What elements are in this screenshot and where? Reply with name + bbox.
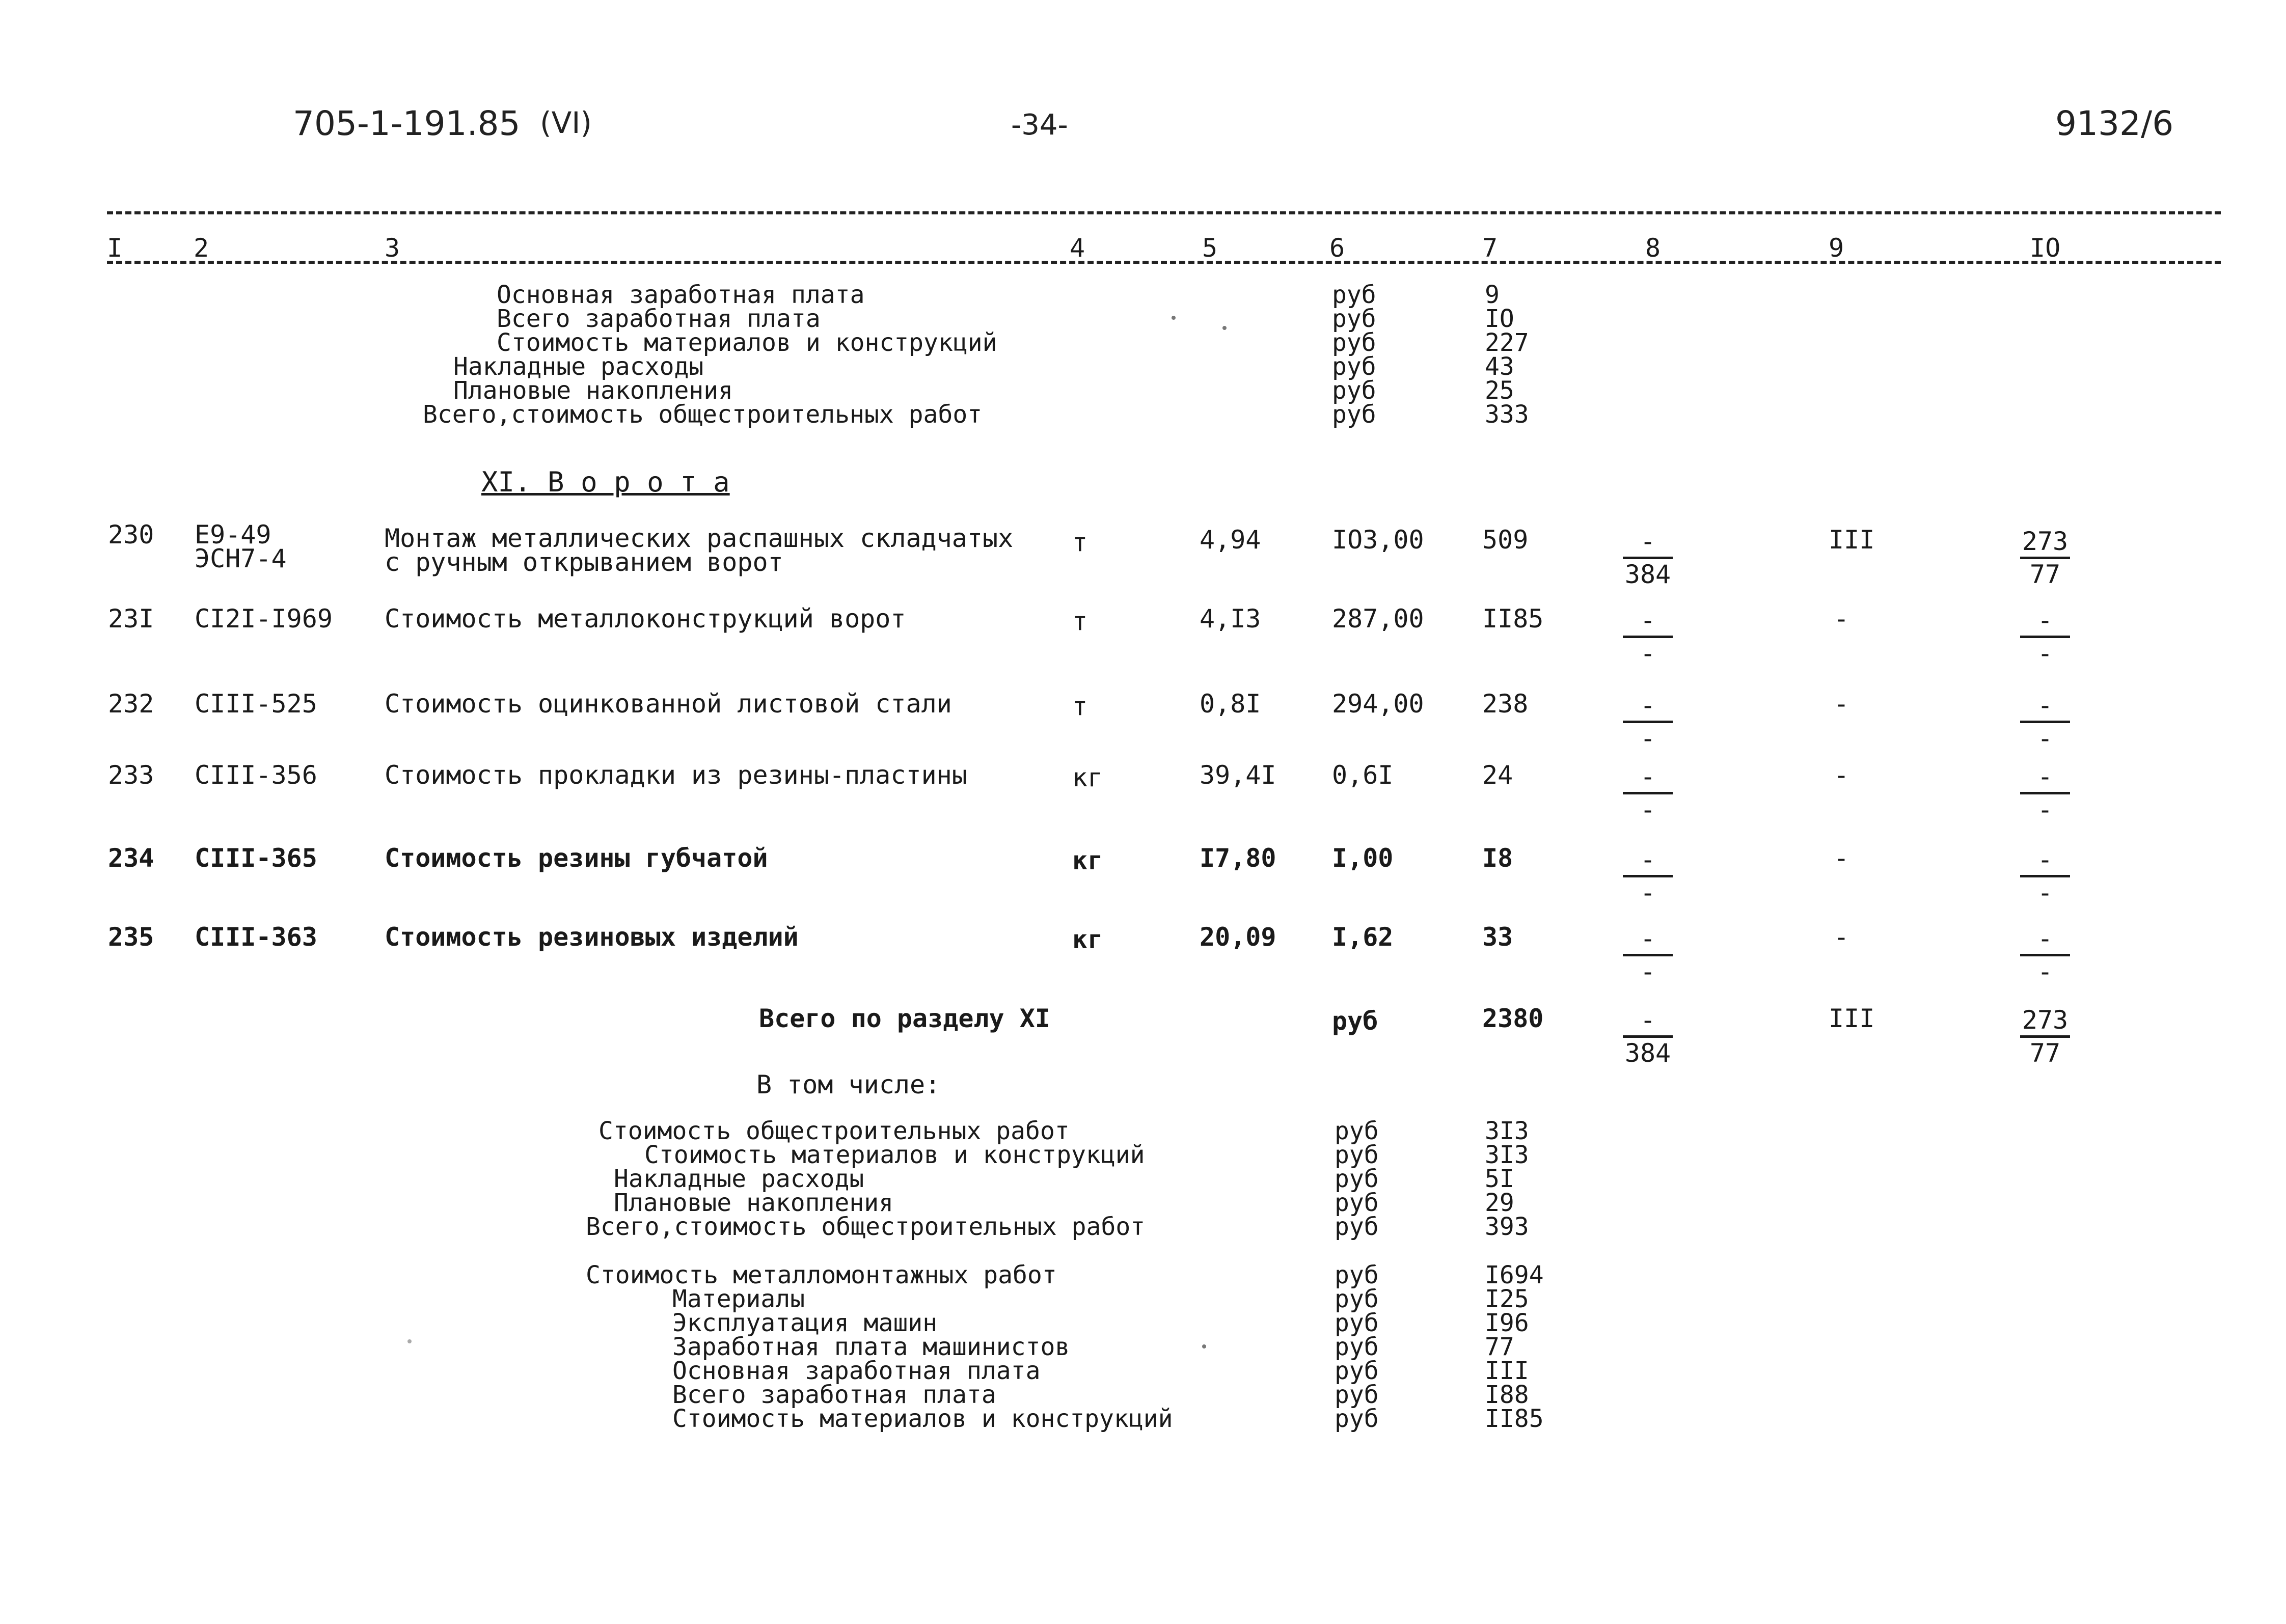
row-number: 23I [108,604,154,634]
summary-label: Основная заработная плата [672,1357,1041,1385]
summary-value: II85 [1485,1405,1544,1433]
row-col8-fraction [1620,691,1676,753]
fraction-denominator: - [2037,957,2053,986]
summary-value: 9 [1485,281,1500,309]
summary-unit: руб [1332,281,1376,309]
summary-value: I694 [1485,1261,1544,1289]
summary-unit: руб [1335,1405,1379,1433]
summary-unit: руб [1335,1165,1379,1193]
fraction-numerator: - [2037,924,2053,953]
summary-label: Всего,стоимость общестроительных работ [423,400,983,429]
fraction-bar [2020,557,2070,559]
row-unit: т [1072,607,1088,636]
summary-label: Всего,стоимость общестроительных работ [586,1213,1146,1241]
summary-unit: руб [1332,305,1376,333]
summary-label: Стоимость материалов и конструкций [644,1141,1145,1169]
col-header-2: 2 [194,233,209,263]
row-col9: - [1834,604,1849,634]
summary-unit: руб [1335,1213,1379,1241]
row-code-secondary: ЭСН7-4 [195,544,287,573]
fraction-bar [2020,721,2070,723]
summary-value: 393 [1485,1213,1529,1241]
section-total-value: 2380 [1482,1004,1544,1033]
summary-unit: руб [1335,1309,1379,1337]
row-total: 24 [1482,760,1513,790]
summary-unit: руб [1335,1261,1379,1289]
summary-unit: руб [1335,1285,1379,1313]
fraction-numerator: - [2037,691,2053,720]
row-code: СIII-365 [195,843,317,873]
section-total-col8-fraction [1620,1006,1676,1067]
row-number: 233 [108,760,154,790]
summary-label: Стоимость материалов и конструкций [497,328,997,357]
summary-label: Всего заработная плата [672,1381,996,1409]
section-total-label: Всего по разделу XI [759,1004,1050,1033]
summary-value: I25 [1485,1285,1529,1313]
col-header-9: 9 [1829,233,1844,263]
fraction-bar [2020,875,2070,877]
row-unit-price: 0,6I [1332,760,1394,790]
col-header-10: IO [2030,233,2061,263]
row-quantity: I7,80 [1200,843,1276,873]
summary-value: 29 [1485,1189,1514,1217]
fraction-denominator: - [2037,724,2053,753]
row-description: Стоимость металлоконструкций ворот [385,604,906,634]
header-bottom-rule [107,261,2221,264]
fraction-bar [2020,636,2070,638]
fraction-bar [1623,1035,1673,1038]
summary-unit: руб [1335,1381,1379,1409]
summary-value: I96 [1485,1309,1529,1337]
fraction-bar [1623,636,1673,638]
fraction-numerator: - [2037,605,2053,635]
fraction-numerator: - [1640,527,1656,556]
row-description: Стоимость прокладки из резины-пластины [385,760,967,790]
summary-value: 3I3 [1485,1117,1529,1145]
fraction-denominator: 384 [1624,560,1671,589]
fraction-bar [2020,792,2070,794]
row-total: 33 [1482,922,1513,952]
scan-speck [1202,1344,1206,1348]
row-quantity: 4,94 [1200,525,1261,555]
section-total-col9: III [1829,1004,1875,1033]
fraction-bar [2020,1035,2070,1038]
scan-speck [1222,326,1227,330]
summary-label: Стоимость материалов и конструкций [672,1405,1173,1433]
summary-unit: руб [1332,400,1376,429]
page-number: -34- [1011,108,1068,142]
summary-label: Стоимость металломонтажных работ [586,1261,1057,1289]
summary-value: 3I3 [1485,1141,1529,1169]
fraction-numerator: - [1640,605,1656,635]
document-code: 705-1-191.85 [293,104,521,143]
row-total: I8 [1482,843,1513,873]
section-title: XI. В о р о т а [481,466,730,498]
scan-speck [407,1339,412,1343]
row-col8-fraction [1620,527,1676,589]
summary-label: Основная заработная плата [497,281,865,309]
row-code: СIII-525 [195,689,317,719]
row-code: СIII-363 [195,922,317,952]
row-total: 238 [1482,689,1529,719]
summary-unit: руб [1335,1141,1379,1169]
col-header-3: 3 [385,233,400,263]
sheet-id: 9132/6 [2055,104,2174,143]
row-col10-fraction [2017,924,2073,986]
fraction-numerator: - [2037,845,2053,874]
fraction-numerator: - [1640,691,1656,720]
summary-value: 43 [1485,352,1514,381]
summary-unit: руб [1332,352,1376,381]
col-header-4: 4 [1070,233,1085,263]
summary-label: Накладные расходы [614,1165,864,1193]
summary-label: Эксплуатация машин [672,1309,938,1337]
row-col8-fraction [1620,924,1676,986]
fraction-bar [1623,721,1673,723]
summary-label: Плановые накопления [614,1189,894,1217]
fraction-denominator: 77 [2029,1038,2061,1068]
row-description: Монтаж металлических распашных складчатых [385,524,1014,553]
section-total-col10-fraction [2017,1006,2073,1067]
fraction-numerator: - [2037,762,2053,791]
col-header-6: 6 [1329,233,1345,263]
row-unit-price: I,00 [1332,843,1394,873]
row-number: 235 [108,922,154,952]
col-header-1: I [107,233,123,263]
row-unit-price: IO3,00 [1332,525,1424,555]
row-unit: т [1072,528,1088,557]
summary-value: 77 [1485,1333,1514,1361]
including-label: В том числе: [756,1070,941,1099]
fraction-numerator: 273 [2022,527,2069,556]
row-unit-price: I,62 [1332,922,1394,952]
fraction-numerator: - [1640,845,1656,874]
row-unit: кг [1072,846,1103,875]
fraction-bar [1623,875,1673,877]
row-number: 234 [108,843,154,873]
summary-unit: руб [1332,376,1376,405]
fraction-denominator: - [1640,795,1656,824]
col-header-8: 8 [1645,233,1661,263]
row-quantity: 0,8I [1200,689,1261,719]
fraction-numerator: - [1640,924,1656,953]
row-code: СI2I-I969 [195,604,333,634]
fraction-bar [2020,954,2070,956]
row-col9: - [1834,689,1849,719]
row-col8-fraction [1620,845,1676,907]
row-code: СIII-356 [195,760,317,790]
fraction-denominator: - [2037,878,2053,907]
summary-value: 333 [1485,400,1529,429]
scan-speck [1172,316,1176,320]
document-code-suffix: (VI) [540,105,592,140]
row-description: Стоимость оцинкованной листовой стали [385,689,952,719]
summary-unit: руб [1335,1117,1379,1145]
row-unit-price: 287,00 [1332,604,1424,634]
summary-unit: руб [1335,1357,1379,1385]
fraction-bar [1623,954,1673,956]
summary-label: Всего заработная плата [497,305,821,333]
fraction-bar [1623,557,1673,559]
row-unit: кг [1072,763,1103,792]
row-description: Стоимость резиновых изделий [385,922,799,952]
summary-label: Стоимость общестроительных работ [598,1117,1070,1145]
row-col9: - [1834,760,1849,790]
row-quantity: 39,4I [1200,760,1276,790]
row-col10-fraction [2017,691,2073,753]
row-col10-fraction [2017,606,2073,668]
fraction-denominator: - [2037,795,2053,824]
summary-label: Накладные расходы [453,352,704,381]
summary-label: Плановые накопления [453,376,733,405]
row-col10-fraction [2017,527,2073,589]
fraction-numerator: - [1640,762,1656,791]
summary-value: III [1485,1357,1529,1385]
row-number: 232 [108,689,154,719]
summary-value: I88 [1485,1381,1529,1409]
row-code: Е9-49 [195,520,271,549]
fraction-numerator: - [1640,1005,1656,1035]
summary-label: Заработная плата машинистов [672,1333,1070,1361]
fraction-denominator: - [2037,639,2053,668]
fraction-denominator: 77 [2029,560,2061,589]
row-col8-fraction [1620,762,1676,824]
summary-value: 227 [1485,328,1529,357]
row-unit: т [1072,692,1088,721]
summary-unit: руб [1332,328,1376,357]
summary-unit: руб [1335,1333,1379,1361]
row-col9: - [1834,922,1849,952]
fraction-numerator: 273 [2022,1005,2069,1035]
row-col8-fraction [1620,606,1676,668]
fraction-bar [1623,792,1673,794]
summary-value: 25 [1485,376,1514,405]
summary-unit: руб [1335,1189,1379,1217]
summary-value: IO [1485,305,1514,333]
row-col10-fraction [2017,762,2073,824]
summary-label: Материалы [672,1285,805,1313]
row-col9: - [1834,843,1849,873]
col-header-7: 7 [1482,233,1498,263]
table-top-rule [107,211,2221,214]
section-total-unit: руб [1332,1006,1378,1036]
fraction-denominator: - [1640,878,1656,907]
fraction-denominator: 384 [1624,1038,1671,1068]
row-quantity: 20,09 [1200,922,1276,952]
row-number: 230 [108,520,154,549]
row-unit-price: 294,00 [1332,689,1424,719]
row-total: II85 [1482,604,1544,634]
row-quantity: 4,I3 [1200,604,1261,634]
row-unit: кг [1072,925,1103,954]
row-description-cont: с ручным открыванием ворот [385,547,783,577]
row-total: 509 [1482,525,1529,555]
summary-value: 5I [1485,1165,1514,1193]
fraction-denominator: - [1640,639,1656,668]
col-header-5: 5 [1202,233,1218,263]
row-col9: III [1829,525,1875,555]
fraction-denominator: - [1640,957,1656,986]
row-description: Стоимость резины губчатой [385,843,768,873]
fraction-denominator: - [1640,724,1656,753]
row-col10-fraction [2017,845,2073,907]
